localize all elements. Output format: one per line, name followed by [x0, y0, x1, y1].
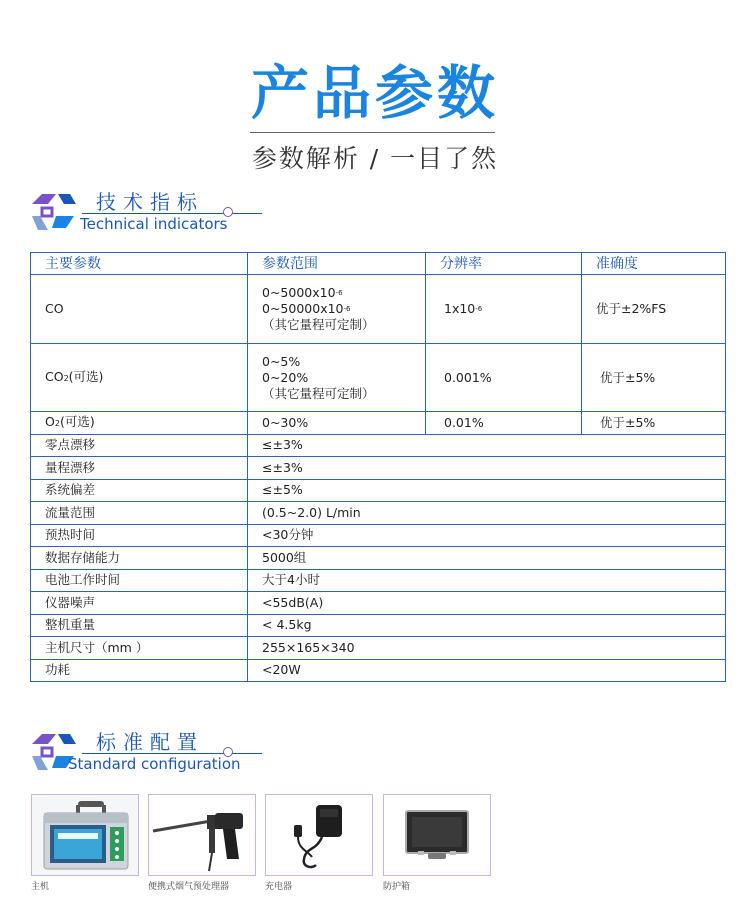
param-value: ≤±3% — [248, 434, 726, 457]
table-row — [31, 637, 726, 660]
header-cell: 准确度 — [582, 253, 726, 275]
section-title-en: Technical indicators — [80, 215, 228, 233]
param-name: 预热时间 — [31, 524, 248, 547]
header-cell: 参数范围 — [248, 253, 426, 275]
param-value: (0.5~2.0) L/min — [248, 502, 726, 525]
param-accuracy: 优于±5% — [582, 344, 726, 412]
param-name: 整机重量 — [31, 614, 248, 637]
param-value: ≤±5% — [248, 479, 726, 502]
param-name: 主机尺寸（mm ） — [31, 637, 248, 660]
table-row — [31, 275, 726, 344]
param-value: ≤±3% — [248, 457, 726, 480]
spec-table — [30, 252, 726, 682]
param-resolution: $1x10^{-6}$ — [426, 275, 582, 344]
config-image-analyzer — [31, 794, 139, 876]
table-row — [31, 434, 726, 457]
table-row — [31, 524, 726, 547]
table-row — [31, 592, 726, 615]
config-image-case — [383, 794, 491, 876]
page-title: 产品参数 — [250, 59, 499, 127]
table-row — [31, 614, 726, 637]
param-name: 流量范围 — [31, 502, 248, 525]
table-row — [31, 547, 726, 570]
section-title-cn: 标准配置 — [96, 730, 204, 754]
analyzer-device-icon — [32, 795, 138, 875]
carrying-case-icon — [384, 795, 490, 875]
header-cell: 主要参数 — [31, 253, 248, 275]
param-value: <20W — [248, 659, 726, 682]
config-label: 充电器 — [265, 882, 293, 892]
section-title-cn: 技术指标 — [96, 190, 204, 214]
param-name: O2(可选) — [31, 412, 248, 435]
config-label: 主机 — [31, 882, 50, 892]
config-label: 便携式烟气预处理器 — [148, 882, 230, 892]
section-header-standard — [30, 728, 240, 788]
section-logo-icon — [30, 192, 76, 234]
param-name: 仪器噪声 — [31, 592, 248, 615]
section-header-technical — [30, 188, 240, 248]
param-value: 5000组 — [248, 547, 726, 570]
page-subtitle: 参数解析 / 一目了然 — [251, 144, 499, 173]
config-image-charger — [265, 794, 373, 876]
param-name: 数据存储能力 — [31, 547, 248, 570]
table-row — [31, 412, 726, 435]
title-divider — [250, 132, 495, 133]
param-range: 0~5% 0~20% （其它量程可定制） — [248, 344, 426, 412]
param-value: 大于4小时 — [248, 569, 726, 592]
param-name: 功耗 — [31, 659, 248, 682]
table-row — [31, 659, 726, 682]
param-value: 255×165×340 — [248, 637, 726, 660]
param-name: CO — [31, 275, 248, 344]
table-row — [31, 569, 726, 592]
param-name: CO2(可选) — [31, 344, 248, 412]
sampling-probe-gun-icon — [149, 795, 255, 875]
param-value: <30分钟 — [248, 524, 726, 547]
table-row — [31, 479, 726, 502]
table-header-row — [31, 253, 726, 275]
param-name: 电池工作时间 — [31, 569, 248, 592]
header-cell: 分辨率 — [426, 253, 582, 275]
param-range: $0\sim 5000x10^{-6}$ $0\sim 50000x10^{-6}$ （其它量程可定制） — [248, 275, 426, 344]
power-adapter-icon — [266, 795, 372, 875]
param-name: 零点漂移 — [31, 434, 248, 457]
section-title-en: Standard configuration — [68, 755, 241, 773]
param-name: 量程漂移 — [31, 457, 248, 480]
config-image-probe — [148, 794, 256, 876]
param-name: 系统偏差 — [31, 479, 248, 502]
config-label: 防护箱 — [383, 882, 411, 892]
param-resolution: 0.01% — [426, 412, 582, 435]
table-row — [31, 502, 726, 525]
table-row — [31, 457, 726, 480]
param-value: < 4.5kg — [248, 614, 726, 637]
table-row — [31, 344, 726, 412]
param-accuracy: 优于±5% — [582, 412, 726, 435]
param-resolution: 0.001% — [426, 344, 582, 412]
param-accuracy: 优于±2%FS — [582, 275, 726, 344]
param-value: <55dB(A) — [248, 592, 726, 615]
param-range: 0~30% — [248, 412, 426, 435]
